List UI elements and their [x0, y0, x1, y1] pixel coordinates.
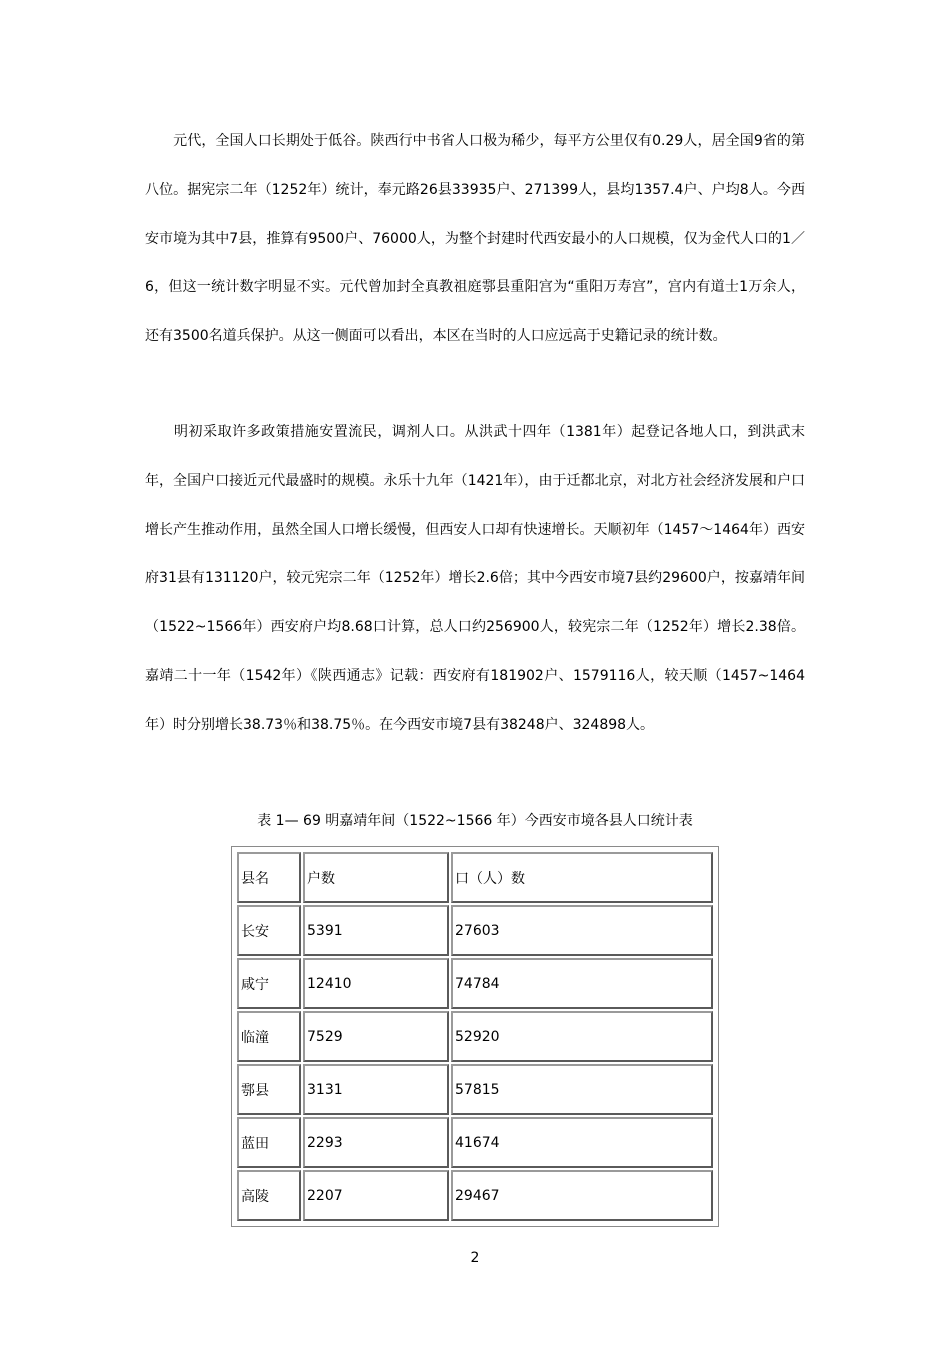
- county-cell: 咸宁: [237, 958, 301, 1009]
- header-county: 县名: [237, 852, 301, 903]
- county-cell: 临潼: [237, 1011, 301, 1062]
- county-cell: 鄠县: [237, 1064, 301, 1115]
- households-cell: 7529: [303, 1011, 449, 1062]
- header-households: 户数: [303, 852, 449, 903]
- households-cell: 2293: [303, 1117, 449, 1168]
- population-cell: 57815: [451, 1064, 713, 1115]
- households-cell: 3131: [303, 1064, 449, 1115]
- header-population: 口（人）数: [451, 852, 713, 903]
- population-cell: 74784: [451, 958, 713, 1009]
- table-row: [237, 1064, 713, 1115]
- county-cell: 高陵: [237, 1170, 301, 1221]
- paragraph-ming-population: 明初采取许多政策措施安置流民，调剂人口。从洪武十四年（1381年）起登记各地人口，到洪武末年，全国户口接近元代最盛时的规模。永乐十九年（1421年），由于迁都北京，对北方社会经济发展和户口增长产生推动作用，虽然全国人口增长缓慢，但西安人口却有快速增长。天顺初年（1457～1464年）西安府31县有131120户，较元宪宗二年（1252年）增长2.6倍；其中今西安市境7县约29600户，按嘉靖年间（1522~1566年）西安府户均8.68口计算，总人口约256900人，较宪宗二年（1252年）增长2.38倍。嘉靖二十一年（1542年）《陕西通志》记载：西安府有181902户、1579116人，较天顺（1457~1464年）时分别增长38.73％和38.75％。在今西安市境7县有38248户、324898人。: [145, 424, 805, 733]
- table-row: [237, 905, 713, 956]
- table-caption: 表 1— 69 明嘉靖年间（1522~1566 年）今西安市境各县人口统计表: [257, 813, 693, 829]
- county-cell: 蓝田: [237, 1117, 301, 1168]
- table-row: [237, 1011, 713, 1062]
- county-cell: 长安: [237, 905, 301, 956]
- table-row: [237, 1117, 713, 1168]
- population-cell: 27603: [451, 905, 713, 956]
- table-row: [237, 958, 713, 1009]
- population-cell: 29467: [451, 1170, 713, 1221]
- population-cell: 41674: [451, 1117, 713, 1168]
- table-row: [237, 1170, 713, 1221]
- page-number: 2: [470, 1250, 480, 1266]
- population-cell: 52920: [451, 1011, 713, 1062]
- paragraph-yuan-population: 元代，全国人口长期处于低谷。陕西行中书省人口极为稀少，每平方公里仅有0.29人，居全国9省的第八位。据宪宗二年（1252年）统计，奉元路26县33935户、271399人，县均1357.4户、户均8人。今西安市境为其中7县，推算有9500户、76000人，为整个封建时代西安最小的人口规模，仅为金代人口的1／6，但这一统计数字明显不实。元代曾加封全真教祖庭鄠县重阳宫为“重阳万寿宫”，宫内有道士1万余人，还有3500名道兵保护。从这一侧面可以看出，本区在当时的人口应远高于史籍记录的统计数。: [145, 133, 805, 345]
- population-table-frame: [231, 846, 719, 1227]
- households-cell: 5391: [303, 905, 449, 956]
- households-cell: 2207: [303, 1170, 449, 1221]
- households-cell: 12410: [303, 958, 449, 1009]
- table-header-row: [237, 852, 713, 903]
- population-table: [235, 850, 715, 1223]
